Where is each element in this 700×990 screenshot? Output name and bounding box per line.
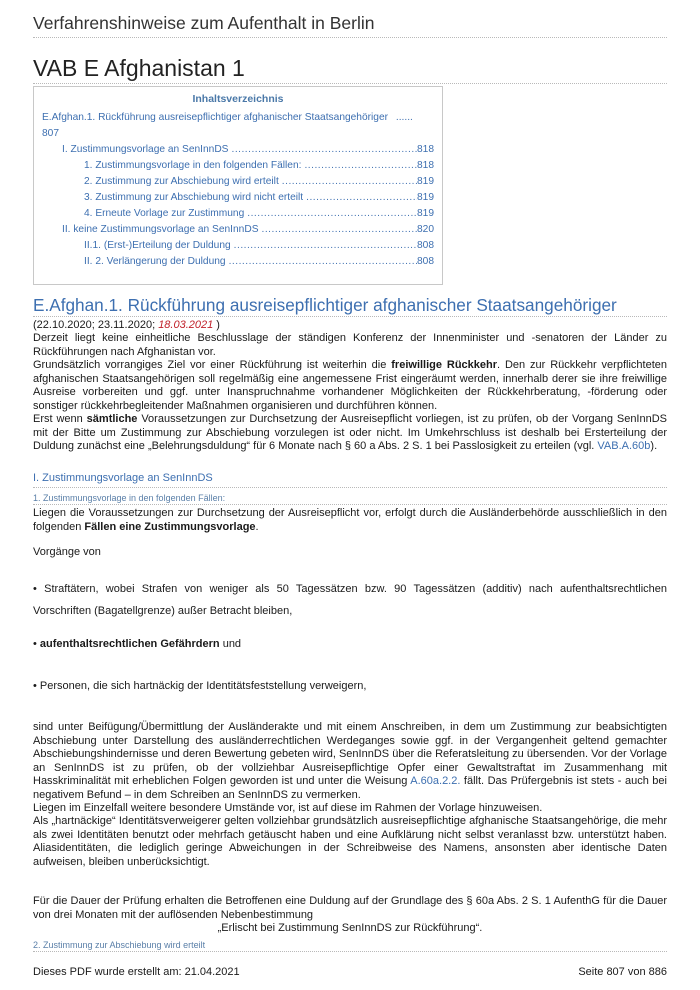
- bullet-item: [33, 638, 667, 652]
- text: . Den zur Rückkehr verpflichteten afghanischen Staatsangehörigen soll regelmäßig eine angemessene Frist eingeräumt werden, innerhalb derer sie ihre freiwillige Ausreise vorbereiten und ggf. unter Inanspruchnahme vorhandener Möglichkeiten der Rückkehrberatung, -förderung oder sonstiger rückkehrbegleitender Maßnahmen organisieren und durchführen können.: [33, 359, 667, 412]
- toc-item-label[interactable]: 1. Zustimmungsvorlage in den folgenden Fällen:: [84, 160, 302, 171]
- paragraph: [33, 507, 667, 534]
- subsubsection-divider: [33, 504, 667, 505]
- paragraph: [33, 359, 667, 413]
- toc-entry-main[interactable]: [42, 110, 434, 142]
- text: Voraussetzungen zur Durchsetzung der Ausreisepflicht vorliegen, ist zu prüfen, ob der Vorgang SenInnDS mit der Bitte um Zustimmung zur Abschiebung vorzulegen ist oder nicht. Im Umkehrschluss ist deshalb bei Ersterteilung der Duldung zunächst eine „Belehrungsduldung“ für 6 Monate nach § 60 a Abs. 2 S. 1 bei Passlosigkeit zu erteilen (vgl.: [33, 413, 668, 453]
- paragraph: Liegen im Einzelfall weitere besondere Umstände vor, ist auf diese im Rahmen der Vorlage hinzuweisen.: [33, 802, 543, 814]
- footer-page-number: Seite 807 von 886: [578, 966, 667, 978]
- paragraph: Derzeit liegt keine einheitliche Beschlusslage der ständigen Konferenz der Innenminister und -senatoren der Länder zu Rückführungen nach Afghanistan vor.: [33, 332, 667, 358]
- footer-created: Dieses PDF wurde erstellt am: 21.04.2021: [33, 966, 240, 978]
- toc-item[interactable]: [42, 222, 434, 238]
- text: Grundsätzlich vorrangiges Ziel vor einer Rückführung ist weiterhin die: [33, 359, 392, 371]
- subsubsection-heading: 2. Zustimmung zur Abschiebung wird erteilt: [33, 940, 206, 950]
- bullet-item: • Straftätern, wobei Strafen von weniger als 50 Tagessätzen bzw. 90 Tagessätzen (additiv) nach aufenthaltsrechtlichen Vorschriften (Bagatellgrenze) außer Betracht bleiben,: [33, 583, 667, 617]
- toc-item-page[interactable]: 819: [417, 192, 434, 203]
- paragraph: [33, 413, 667, 454]
- toc-item-page[interactable]: 819: [417, 208, 434, 219]
- toc-item-page[interactable]: 808: [417, 240, 434, 251]
- text: ).: [650, 440, 658, 453]
- text: Erst wenn: [33, 413, 87, 425]
- toc-item-page[interactable]: 819: [417, 176, 434, 187]
- subsection-heading: I. Zustimmungsvorlage an SenInnDS: [33, 472, 213, 484]
- bold-text: freiwillige Rückkehr: [391, 359, 498, 371]
- paragraph: Für die Dauer der Prüfung erhalten die Betroffenen eine Duldung auf der Grundlage des § 60a Abs. 2 S. 1 AufenthG für die Dauer von drei Monaten mit der auflösenden Nebenbestimmung: [33, 895, 667, 921]
- title-divider: [33, 83, 667, 84]
- text: Liegen die Voraussetzungen zur Durchsetzung der Ausreisepflicht vor, erfolgt durch die Ausländerbehörde ausschließlich in den folgenden: [33, 507, 667, 533]
- text: .: [255, 520, 259, 533]
- weisung-link[interactable]: A.60a.2.2.: [410, 775, 461, 788]
- bold-text: aufenthaltsrechtlichen Gefährdern: [39, 638, 220, 650]
- toc-item[interactable]: [42, 142, 434, 158]
- running-header: Verfahrenshinweise zum Aufenthalt in Berlin: [33, 13, 375, 33]
- text: fällt. Das Prüfergebnis ist stets - auch bei negativem Befund – in dem Schreiben an SenInnDS zu vermerken.: [33, 775, 667, 801]
- toc-entry-main-label[interactable]: E.Afghan.1. Rückführung ausreisepflichtiger afghanischer Staatsangehöriger: [42, 112, 389, 123]
- paragraph-centered: „Erlischt bei Zustimmung SenInnDS zur Rückführung“.: [217, 922, 483, 934]
- toc-item[interactable]: [42, 174, 434, 190]
- text: und: [219, 638, 242, 650]
- toc-item-page[interactable]: 820: [417, 224, 434, 235]
- dates-close: ): [213, 319, 220, 331]
- text: sind unter Beifügung/Übermittlung der Ausländerakte und mit einem Anschreiben, in dem um Zustimmung zur beabsichtigten Abschiebung unter Darstellung des ausländerrechtlichen Werdeganges sowie ggf. in der Vergangenheit geltend gemachter Abschiebungshindernisse und deren Bewertung gebeten wird, SenInnDS über die Referatsleitung zu übersenden. Vor der Vorlage an SenInnDS ist zu prüfen, ob der vollziehbar Ausreisepflichtige Opfer einer Gewaltstraftat im Zusammenhang mit Hasskriminalität mit erheblichen Folgen geworden ist und unter die Weisung: [33, 721, 667, 788]
- toc-item-page[interactable]: 818: [417, 144, 434, 155]
- table-of-contents: [33, 86, 443, 285]
- toc-item-label[interactable]: II. keine Zustimmungsvorlage an SenInnDS: [62, 224, 259, 235]
- toc-item[interactable]: [42, 238, 434, 254]
- vab-link[interactable]: VAB.A.60b: [597, 440, 651, 453]
- bullet: •: [33, 638, 40, 650]
- toc-item[interactable]: [42, 190, 434, 206]
- toc-item-label[interactable]: 4. Erneute Vorlage zur Zustimmung: [84, 208, 245, 219]
- toc-item-label[interactable]: I. Zustimmungsvorlage an SenInnDS: [62, 144, 229, 155]
- subsubsection-divider: [33, 951, 667, 952]
- section-dates: [33, 319, 667, 333]
- bold-text: sämtliche: [86, 413, 138, 425]
- section-divider: [33, 316, 667, 317]
- header-divider: [33, 37, 667, 38]
- toc-item[interactable]: [42, 254, 434, 270]
- bullet-item: • Personen, die sich hartnäckig der Identitätsfeststellung verweigern,: [33, 680, 367, 692]
- toc-item-page[interactable]: 818: [417, 160, 434, 171]
- toc-entry-main-dots: ......: [395, 112, 413, 123]
- bold-text: Fällen eine Zustimmungsvorlage: [84, 520, 256, 533]
- dates-text: (22.10.2020; 23.11.2020;: [33, 319, 159, 331]
- toc-title: Inhaltsverzeichnis: [192, 93, 284, 105]
- paragraph: Vorgänge von: [33, 546, 101, 558]
- dates-red: 18.03.2021: [158, 319, 214, 331]
- section-heading: E.Afghan.1. Rückführung ausreisepflichtiger afghanischer Staatsangehöriger: [33, 295, 617, 315]
- subsection-divider: [33, 487, 667, 488]
- toc-item-label[interactable]: 3. Zustimmung zur Abschiebung wird nicht erteilt: [84, 192, 304, 203]
- paragraph: [33, 721, 667, 803]
- subsubsection-heading: 1. Zustimmungsvorlage in den folgenden Fällen:: [33, 493, 226, 503]
- toc-entry-main-page[interactable]: 807: [42, 128, 59, 139]
- toc-item-label[interactable]: II.1. (Erst-)Erteilung der Duldung: [84, 240, 231, 251]
- toc-item[interactable]: [42, 158, 434, 174]
- page-footer: [33, 966, 667, 978]
- toc-item-label[interactable]: 2. Zustimmung zur Abschiebung wird erteilt: [84, 176, 279, 187]
- paragraph: Als „hartnäckige“ Identitätsverweigerer gelten vollziehbar grundsätzlich ausreisepflichtige afghanische Staatsangehörige, die mehr als zwei Identitäten benutzt oder mehrfach getäuscht haben und eine Aufklärung nicht selbst veranlasst bzw. unterstützt haben. Aliasidentitäten, die lediglich geringe Abweichungen in der Schreibweise des Namens, ansonsten aber identische Daten aufweisen, bleiben unberücksichtigt.: [33, 815, 667, 868]
- toc-item-page[interactable]: 808: [417, 256, 434, 267]
- toc-item-label[interactable]: II. 2. Verlängerung der Duldung: [84, 256, 226, 267]
- toc-item[interactable]: [42, 206, 434, 222]
- page-title: VAB E Afghanistan 1: [33, 55, 245, 81]
